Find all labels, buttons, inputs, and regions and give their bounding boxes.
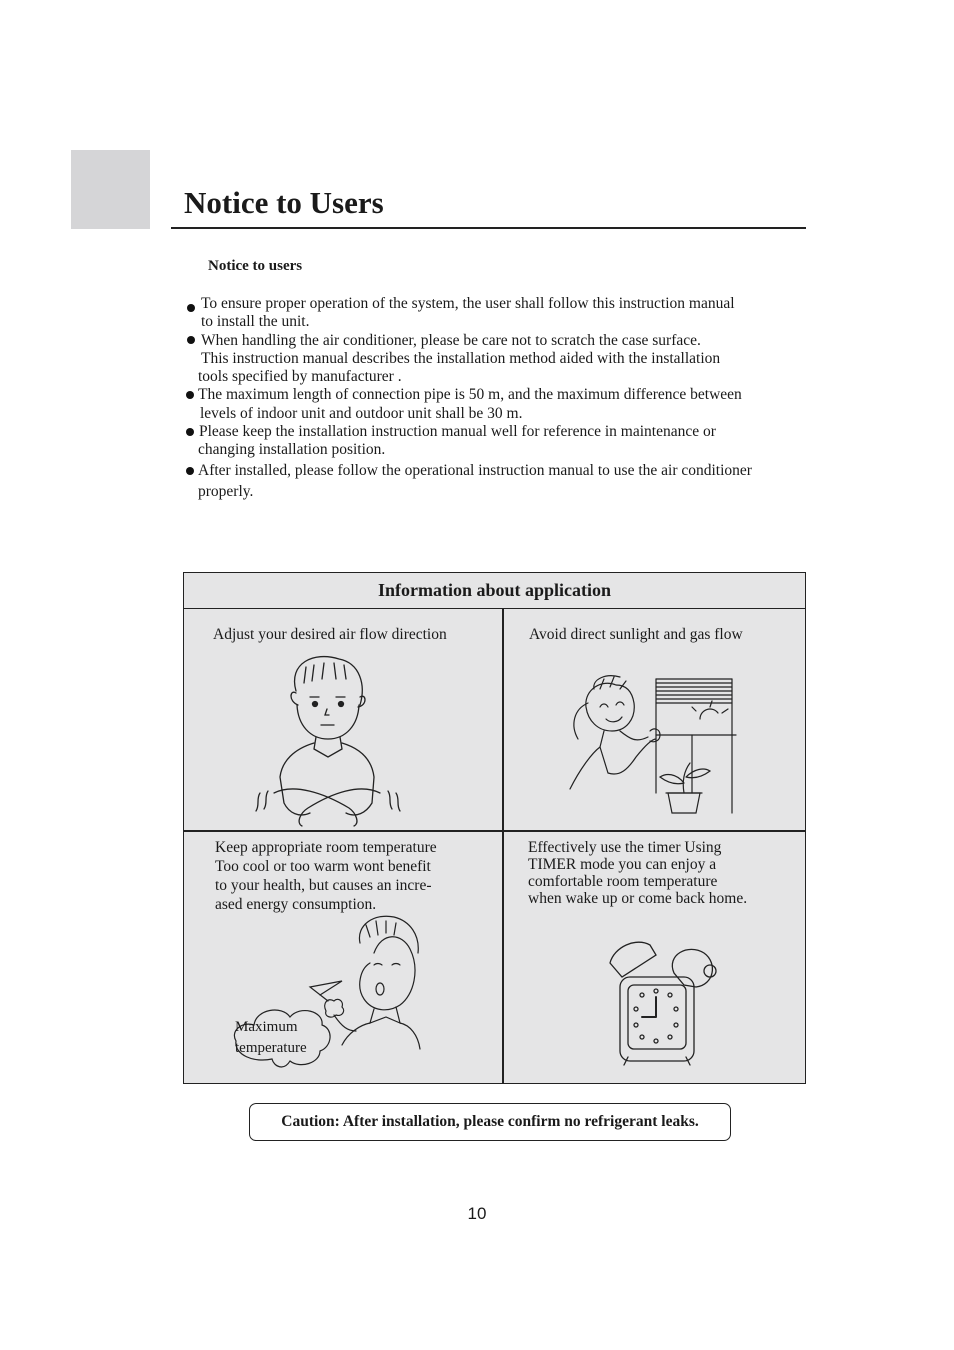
cell-temperature-text: Keep appropriate room temperature [215, 839, 437, 856]
bullet-line: The maximum length of connection pipe is 50 m, and the maximum difference between [198, 386, 742, 403]
cell-sunlight-text: Avoid direct sunlight and gas flow [529, 626, 743, 643]
bullet-line: changing installation position. [198, 441, 386, 458]
info-panel [183, 572, 806, 1084]
cell-temperature-text: to your health, but causes an incre- [215, 877, 432, 894]
person-window-illustration [564, 673, 744, 818]
cell-timer-text: comfortable room temperature [528, 873, 718, 890]
section-subheading: Notice to users [208, 258, 303, 274]
caution-box: Caution: After installation, please confirm no refrigerant leaks. [249, 1103, 731, 1141]
title-rule [171, 227, 806, 229]
cell-temperature-text: ased energy consumption. [215, 896, 377, 913]
bullet-dot [187, 304, 195, 312]
cell-timer-text: TIMER mode you can enjoy a [528, 856, 717, 873]
bullet-line: levels of indoor unit and outdoor unit shall be 30 m. [200, 405, 523, 422]
bullet-line: tools specified by manufacturer . [198, 368, 402, 385]
bullet-dot [186, 391, 194, 399]
cell-airflow-text: Adjust your desired air flow direction [213, 626, 447, 643]
panel-divider-vertical [502, 609, 504, 1083]
panel-divider-horizontal [184, 830, 805, 832]
page-number: 10 [467, 1204, 487, 1223]
bullet-line: After installed, please follow the operational instruction manual to use the air conditioner [198, 462, 752, 479]
cell-timer-text: when wake up or come back home. [528, 890, 748, 907]
section-tab-block [71, 150, 150, 229]
cell-timer-text: Effectively use the timer Using [528, 839, 722, 856]
bullet-dot [187, 336, 195, 344]
bullet-line: When handling the air conditioner, please be care not to scratch the case surface. [201, 332, 701, 349]
bullet-line: properly. [198, 483, 254, 500]
bullet-dot [186, 467, 194, 475]
person-shivering-illustration [244, 653, 404, 828]
bullet-line: to install the unit. [201, 313, 310, 330]
page-title: Notice to Users [184, 185, 384, 220]
cell-temperature-text: Too cool or too warm wont benefit [215, 858, 431, 875]
info-header: Information about application [184, 573, 805, 609]
cloud-label: Maximum [235, 1019, 298, 1035]
bullet-line: To ensure proper operation of the system, the user shall follow this instruction manual [201, 295, 735, 312]
bullet-line: This instruction manual describes the installation method aided with the installation [201, 350, 721, 367]
bullet-line: Please keep the installation instruction manual well for reference in maintenance or [199, 423, 716, 440]
cloud-label: temperature [235, 1040, 307, 1056]
alarm-clock-illustration [604, 933, 734, 1068]
bullet-dot [186, 428, 194, 436]
